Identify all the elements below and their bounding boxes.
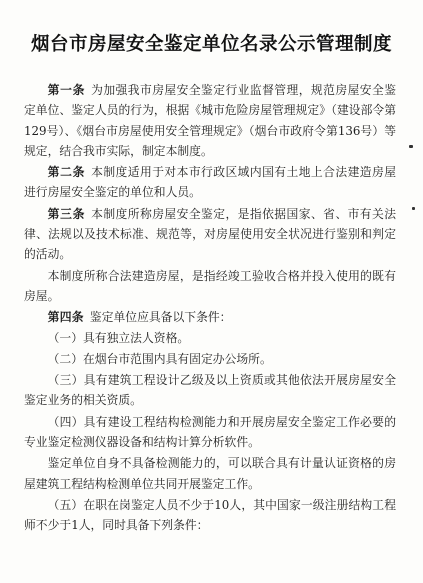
article-number: 第三条	[47, 206, 86, 221]
paragraph-detection-note	[24, 453, 396, 494]
paragraph-article-4	[24, 307, 396, 327]
paragraph-article-3	[24, 204, 396, 265]
paragraph-text: （五）在职在岗鉴定人员不少于10人，其中国家一级注册结构工程师不少于1人，同时具备下列条件：	[24, 497, 396, 533]
list-item-condition-2	[24, 349, 396, 369]
paragraph-article-2	[24, 162, 396, 203]
paragraph-text: 为加强我市房屋安全鉴定行业监督管理，规范房屋安全鉴定单位、鉴定人员的行为，根据《城市危险房屋管理规定》（建设部令第129号）、《烟台市房屋使用安全管理规定》（烟台市政府令第136号）等规定，结合我市实际，制定本制度。	[24, 83, 396, 158]
scan-speck	[412, 207, 415, 210]
paragraph-text: （三）具有建筑工程设计乙级及以上资质或其他依法开展房屋安全鉴定业务的相关资质。	[24, 373, 396, 408]
paragraph-article-1	[24, 80, 396, 161]
article-number: 第一条	[47, 83, 86, 97]
list-item-condition-5	[24, 495, 396, 536]
list-item-condition-4	[24, 412, 396, 453]
paragraph-text: 本制度适用于对本市行政区域内国有土地上合法建造房屋进行房屋安全鉴定的单位和人员。	[24, 165, 396, 200]
paragraph-text: （一）具有独立法人资格。	[47, 330, 190, 345]
article-number: 第四条	[47, 310, 84, 325]
scan-speck	[409, 145, 413, 148]
paragraph-text: 本制度所称合法建造房屋，是指经竣工验收合格并投入使用的既有房屋。	[24, 268, 396, 303]
article-number: 第二条	[47, 165, 86, 180]
list-item-condition-1	[24, 328, 396, 348]
document-title: 烟台市房屋安全鉴定单位名录公示管理制度	[30, 34, 392, 55]
paragraph-text: 鉴定单位自身不具备检测能力的，可以联合具有计量认证资格的房屋建筑工程结构检测单位共同开展鉴定工作。	[24, 456, 396, 491]
list-item-condition-3	[24, 370, 396, 411]
paragraph-text: （四）具有建设工程结构检测能力和开展房屋安全鉴定工作必要的专业鉴定检测仪器设备和结构计算分析软件。	[24, 414, 396, 450]
paragraph-text: （二）在烟台市范围内具有固定办公场所。	[47, 351, 272, 366]
paragraph-text: 本制度所称房屋安全鉴定，是指依据国家、省、市有关法律、法规以及技术标准、规范等，对房屋使用安全状况进行鉴别和判定的活动。	[24, 206, 396, 262]
paragraph-article-3-supplement	[24, 266, 396, 307]
paragraph-text: 鉴定单位应具备以下条件：	[89, 310, 232, 325]
document-body	[24, 80, 396, 537]
